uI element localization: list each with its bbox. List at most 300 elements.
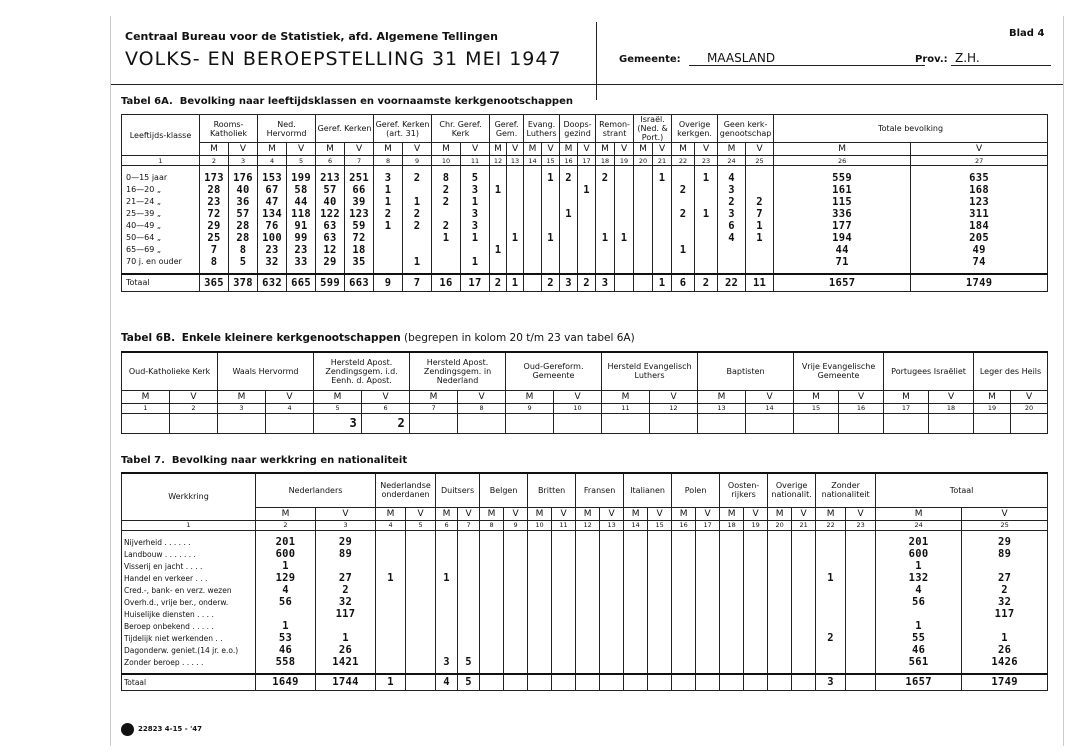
tabel6a-cell: 7 bbox=[200, 244, 229, 256]
column-number: 17 bbox=[578, 156, 596, 166]
tabel6b-group-row bbox=[122, 352, 1048, 390]
tabel6a-cell: 5 bbox=[229, 256, 258, 268]
tabel7-total-cell bbox=[504, 674, 528, 690]
column-number: 1 bbox=[122, 156, 200, 166]
tabel6a-cell bbox=[432, 256, 461, 268]
tabel6a-cell: 2 bbox=[596, 172, 615, 184]
tabel7-cell bbox=[504, 632, 528, 644]
column-number: 13 bbox=[507, 156, 524, 166]
tabel7-cell bbox=[720, 572, 744, 584]
tabel7-cell bbox=[768, 644, 792, 656]
tabel7-cell bbox=[552, 596, 576, 608]
tabel6a-cell bbox=[634, 196, 653, 208]
tabel6b-group-header: Oud-Gereform. Gemeente bbox=[506, 352, 602, 390]
tabel6a-total-cell: 11 bbox=[746, 274, 774, 292]
tabel7-cell: 1 bbox=[816, 572, 846, 584]
tabel6a-cell bbox=[490, 256, 507, 268]
sex-v-header: V bbox=[600, 507, 624, 520]
tabel6a-cell: 7 bbox=[746, 208, 774, 220]
tabel6a-cell: 58 bbox=[287, 184, 316, 196]
tabel6a-group-header: Chr. Geref. Kerk bbox=[432, 115, 490, 143]
tabel6a-total-cell: 632 bbox=[258, 274, 287, 292]
tabel7-cell bbox=[256, 608, 316, 620]
tabel7-cell bbox=[792, 560, 816, 572]
tabel6a-total-cell: 7 bbox=[403, 274, 432, 292]
tabel6a-cell: 1 bbox=[578, 184, 596, 196]
tabel7-total-cell bbox=[792, 674, 816, 690]
column-number: 25 bbox=[746, 156, 774, 166]
tabel6a-cell bbox=[615, 196, 634, 208]
tabel7-cell bbox=[792, 644, 816, 656]
sex-v-header: V bbox=[653, 143, 672, 156]
tabel7-cell: 201 bbox=[256, 536, 316, 548]
tabel6a-cell bbox=[578, 220, 596, 232]
column-number: 7 bbox=[410, 403, 458, 413]
tabel6a-cell: 336 bbox=[774, 208, 911, 220]
tabel7-group-header: Totaal bbox=[876, 473, 1048, 507]
tabel7-cell bbox=[744, 536, 768, 548]
werkkring-label: Zonder beroep . . . . . bbox=[122, 656, 256, 668]
werkkring-label: Dagonderw. geniet.(14 jr. e.o.) bbox=[122, 644, 256, 656]
tabel7-group-header: Nederlanders bbox=[256, 473, 376, 507]
column-number: 16 bbox=[560, 156, 578, 166]
tabel7-cell bbox=[768, 620, 792, 632]
sex-v-header: V bbox=[345, 143, 374, 156]
sex-m-header: M bbox=[316, 143, 345, 156]
age-class-label: 0—15 jaar bbox=[122, 172, 200, 184]
tabel7-cell bbox=[376, 548, 406, 560]
tabel7-cell bbox=[436, 620, 458, 632]
tabel7-cell bbox=[792, 536, 816, 548]
column-number: 14 bbox=[624, 520, 648, 530]
tabel6a-total-cell: 3 bbox=[596, 274, 615, 292]
tabel6a-cell bbox=[542, 196, 560, 208]
column-number: 5 bbox=[406, 520, 436, 530]
tabel7-data-row bbox=[122, 596, 1048, 608]
sex-v-header: V bbox=[648, 507, 672, 520]
column-number: 7 bbox=[345, 156, 374, 166]
column-number: 23 bbox=[695, 156, 718, 166]
tabel6a-cell bbox=[653, 184, 672, 196]
tabel6a-cell: 63 bbox=[316, 220, 345, 232]
tabel7-cell: 558 bbox=[256, 656, 316, 668]
tabel6a-cell bbox=[672, 172, 695, 184]
tabel6a-cell: 199 bbox=[287, 172, 316, 184]
tabel6a-cell bbox=[542, 244, 560, 256]
tabel6a-cell: 59 bbox=[345, 220, 374, 232]
tabel7-cell bbox=[528, 548, 552, 560]
tabel7-data-row bbox=[122, 548, 1048, 560]
tabel7-cell: 46 bbox=[876, 644, 962, 656]
tabel7-cell bbox=[376, 596, 406, 608]
tabel7-cell bbox=[376, 608, 406, 620]
tabel7-cell bbox=[576, 560, 600, 572]
tabel6a-cell: 177 bbox=[774, 220, 911, 232]
tabel6b-group-header: Oud-Katholieke Kerk bbox=[122, 352, 218, 390]
tabel6a-group-header: Geref. Kerken bbox=[316, 115, 374, 143]
tabel7-cell: 1 bbox=[962, 632, 1048, 644]
tabel7-total-cell: 1 bbox=[376, 674, 406, 690]
tabel6a-column-number-row bbox=[122, 156, 1048, 166]
tabel6a-cell bbox=[578, 172, 596, 184]
tabel6b-cell bbox=[698, 413, 746, 433]
tabel6a-cell: 8 bbox=[229, 244, 258, 256]
tabel6a-cell: 44 bbox=[287, 196, 316, 208]
tabel6a-title bbox=[121, 96, 573, 107]
tabel6a-cell bbox=[746, 244, 774, 256]
tabel7-cell bbox=[552, 584, 576, 596]
sex-v-header: V bbox=[504, 507, 528, 520]
tabel7-cell bbox=[376, 632, 406, 644]
tabel7-total-cell bbox=[744, 674, 768, 690]
tabel6a-data-row bbox=[122, 244, 1048, 256]
tabel6a-cell bbox=[672, 196, 695, 208]
tabel6a-total-cell: 3 bbox=[560, 274, 578, 292]
tabel6a-group-header: Doops-gezind bbox=[560, 115, 596, 143]
tabel7-total-cell bbox=[846, 674, 876, 690]
tabel6a-cell: 49 bbox=[911, 244, 1048, 256]
tabel7-cell: 46 bbox=[256, 644, 316, 656]
tabel7-cell bbox=[624, 560, 648, 572]
column-number: 6 bbox=[436, 520, 458, 530]
tabel6a-total-cell: 16 bbox=[432, 274, 461, 292]
tabel7-cell bbox=[696, 632, 720, 644]
sex-m-header: M bbox=[436, 507, 458, 520]
tabel7-cell bbox=[792, 620, 816, 632]
tabel7-cell bbox=[406, 620, 436, 632]
column-number: 19 bbox=[974, 403, 1011, 413]
tabel7-cell bbox=[672, 584, 696, 596]
tabel6b-cell bbox=[170, 413, 218, 433]
tabel6a-cell: 173 bbox=[200, 172, 229, 184]
tabel7-cell bbox=[436, 608, 458, 620]
tabel7-cell bbox=[406, 656, 436, 668]
tabel6a-cell: 47 bbox=[258, 196, 287, 208]
tabel6a-cell: 18 bbox=[345, 244, 374, 256]
column-number: 12 bbox=[650, 403, 698, 413]
column-number: 8 bbox=[374, 156, 403, 166]
tabel7-cell bbox=[458, 584, 480, 596]
column-number: 17 bbox=[696, 520, 720, 530]
tabel6a-cell: 1 bbox=[672, 244, 695, 256]
tabel6a-cell: 72 bbox=[200, 208, 229, 220]
tabel6b-cell bbox=[122, 413, 170, 433]
tabel7-cell bbox=[528, 596, 552, 608]
column-number: 26 bbox=[774, 156, 911, 166]
tabel6a-cell: 205 bbox=[911, 232, 1048, 244]
tabel7-cell bbox=[648, 620, 672, 632]
tabel7-cell: 1 bbox=[876, 620, 962, 632]
tabel6a-cell bbox=[653, 244, 672, 256]
tabel7-total-cell bbox=[672, 674, 696, 690]
tabel7-cell bbox=[816, 560, 846, 572]
tabel6b-cell bbox=[650, 413, 698, 433]
tabel7-cell bbox=[480, 572, 504, 584]
tabel7-cell bbox=[768, 548, 792, 560]
tabel7-cell bbox=[552, 536, 576, 548]
tabel6a-cell bbox=[578, 244, 596, 256]
sex-m-header: M bbox=[410, 390, 458, 403]
tabel6a-cell: 122 bbox=[316, 208, 345, 220]
tabel7-cell bbox=[458, 632, 480, 644]
tabel7-cell bbox=[744, 596, 768, 608]
tabel7-cell bbox=[846, 584, 876, 596]
column-number: 9 bbox=[506, 403, 554, 413]
tabel7-cell bbox=[600, 584, 624, 596]
tabel6a-group-header: Overige kerkgen. bbox=[672, 115, 718, 143]
sex-v-header: V bbox=[695, 143, 718, 156]
header-rule bbox=[111, 84, 1063, 85]
tabel6a-total-cell: 665 bbox=[287, 274, 316, 292]
tabel6a-cell bbox=[461, 244, 490, 256]
tabel6a-cell bbox=[596, 220, 615, 232]
tabel6a-cell bbox=[615, 244, 634, 256]
tabel6a-cell bbox=[578, 232, 596, 244]
tabel6a-cell: 63 bbox=[316, 232, 345, 244]
tabel7-cell bbox=[504, 596, 528, 608]
tabel6a-cell: 3 bbox=[718, 184, 746, 196]
tabel6a-cell bbox=[634, 256, 653, 268]
tabel7-cell: 53 bbox=[256, 632, 316, 644]
tabel7-cell bbox=[504, 620, 528, 632]
tabel6a-group-header: Geref. Gem. bbox=[490, 115, 524, 143]
tabel6a-cell bbox=[374, 244, 403, 256]
tabel7-cell bbox=[672, 620, 696, 632]
tabel6a-cell bbox=[634, 208, 653, 220]
tabel6a-cell: 115 bbox=[774, 196, 911, 208]
tabel6a-cell: 2 bbox=[432, 184, 461, 196]
tabel6a-cell: 176 bbox=[229, 172, 258, 184]
column-number: 10 bbox=[432, 156, 461, 166]
sex-m-header: M bbox=[884, 390, 929, 403]
tabel6a-cell bbox=[596, 196, 615, 208]
tabel7-cell bbox=[552, 548, 576, 560]
tabel7-total-cell: 1749 bbox=[962, 674, 1048, 690]
column-number: 3 bbox=[316, 520, 376, 530]
column-number: 27 bbox=[911, 156, 1048, 166]
sex-m-header: M bbox=[624, 507, 648, 520]
tabel6a-cell bbox=[524, 172, 542, 184]
tabel7-cell bbox=[480, 656, 504, 668]
tabel7-group-header: Duitsers bbox=[436, 473, 480, 507]
tabel6a-total-cell: 2 bbox=[542, 274, 560, 292]
tabel7-cell bbox=[576, 608, 600, 620]
tabel6a-cell: 2 bbox=[718, 196, 746, 208]
tabel6a-cell bbox=[578, 196, 596, 208]
tabel7-cell bbox=[672, 548, 696, 560]
tabel6a-cell bbox=[560, 256, 578, 268]
total-label: Totaal bbox=[122, 674, 256, 690]
sex-v-header: V bbox=[552, 507, 576, 520]
tabel7-cell bbox=[406, 572, 436, 584]
tabel7-cell bbox=[406, 644, 436, 656]
tabel6a-cell bbox=[653, 220, 672, 232]
tabel6b-group-header: Portugees Israëliet bbox=[884, 352, 974, 390]
tabel7-cell: 117 bbox=[316, 608, 376, 620]
tabel6b-group-header: Waals Hervormd bbox=[218, 352, 314, 390]
tabel6a-data-row bbox=[122, 172, 1048, 184]
tabel6a-cell: 4 bbox=[718, 172, 746, 184]
tabel6a-cell bbox=[560, 196, 578, 208]
tabel7-cell bbox=[846, 644, 876, 656]
column-number: 14 bbox=[746, 403, 794, 413]
tabel6a-cell bbox=[596, 208, 615, 220]
blad-number: Blad 4 bbox=[1009, 28, 1045, 39]
tabel6a-cell: 8 bbox=[432, 172, 461, 184]
tabel6a-cell bbox=[542, 256, 560, 268]
column-number: 11 bbox=[552, 520, 576, 530]
werkkring-label: Overh.d., vrije ber., onderw. bbox=[122, 596, 256, 608]
age-class-label: 25—39 „ bbox=[122, 208, 200, 220]
sex-m-header: M bbox=[576, 507, 600, 520]
tabel7-cell bbox=[816, 584, 846, 596]
sex-v-header: V bbox=[792, 507, 816, 520]
tabel7-cell: 1 bbox=[876, 560, 962, 572]
tabel7-cell bbox=[480, 608, 504, 620]
tabel7-cell bbox=[792, 632, 816, 644]
tabel6a-cell: 29 bbox=[200, 220, 229, 232]
tabel6a-cell bbox=[578, 208, 596, 220]
tabel6a-cell bbox=[507, 172, 524, 184]
tabel6a-cell bbox=[695, 256, 718, 268]
tabel7-cell bbox=[480, 548, 504, 560]
tabel7-cell bbox=[624, 632, 648, 644]
tabel6a-cell: 3 bbox=[461, 184, 490, 196]
tabel7-cell bbox=[504, 644, 528, 656]
tabel6a-data-row bbox=[122, 184, 1048, 196]
tabel6a-cell bbox=[524, 256, 542, 268]
sex-v-header: V bbox=[362, 390, 410, 403]
tabel6a-cell bbox=[403, 184, 432, 196]
tabel7-cell bbox=[458, 620, 480, 632]
tabel7-row-header: Werkkring bbox=[122, 473, 256, 520]
sex-v-header: V bbox=[744, 507, 768, 520]
column-number: 23 bbox=[846, 520, 876, 530]
tabel7-cell bbox=[624, 596, 648, 608]
tabel6a-title-text: Bevolking naar leeftijdsklassen en voornaamste kerkgenootschappen bbox=[179, 96, 573, 107]
sex-v-header: V bbox=[578, 143, 596, 156]
tabel7-cell bbox=[792, 584, 816, 596]
tabel6a-cell: 57 bbox=[316, 184, 345, 196]
tabel7-group-header: Polen bbox=[672, 473, 720, 507]
tabel6a-cell bbox=[634, 172, 653, 184]
tabel7-cell bbox=[458, 560, 480, 572]
column-number: 20 bbox=[768, 520, 792, 530]
sex-m-header: M bbox=[432, 143, 461, 156]
tabel7-cell bbox=[600, 632, 624, 644]
column-number: 4 bbox=[258, 156, 287, 166]
tabel7-cell bbox=[672, 632, 696, 644]
tabel7-cell bbox=[458, 644, 480, 656]
tabel7-cell bbox=[696, 548, 720, 560]
tabel7-cell bbox=[406, 608, 436, 620]
tabel7-cell: 26 bbox=[962, 644, 1048, 656]
tabel7-cell bbox=[376, 536, 406, 548]
tabel6a-cell bbox=[507, 244, 524, 256]
sex-v-header: V bbox=[911, 143, 1048, 156]
tabel7-cell bbox=[696, 644, 720, 656]
tabel6b-cell bbox=[602, 413, 650, 433]
tabel7-cell bbox=[504, 572, 528, 584]
tabel7-total-cell bbox=[720, 674, 744, 690]
tabel7-cell bbox=[672, 560, 696, 572]
tabel7-cell bbox=[768, 656, 792, 668]
tabel7-cell bbox=[744, 632, 768, 644]
column-number: 2 bbox=[200, 156, 229, 166]
tabel6a-cell bbox=[695, 220, 718, 232]
tabel7-cell bbox=[816, 536, 846, 548]
tabel7-cell bbox=[648, 644, 672, 656]
column-number: 8 bbox=[480, 520, 504, 530]
tabel6a-total-cell: 22 bbox=[718, 274, 746, 292]
tabel7-cell bbox=[768, 572, 792, 584]
tabel6b-cell bbox=[266, 413, 314, 433]
tabel6a-cell bbox=[695, 244, 718, 256]
sex-v-header: V bbox=[287, 143, 316, 156]
tabel7-cell bbox=[768, 584, 792, 596]
tabel6a-cell: 1 bbox=[403, 196, 432, 208]
column-number: 2 bbox=[256, 520, 316, 530]
tabel6a-cell: 1 bbox=[507, 232, 524, 244]
tabel6a-cell bbox=[490, 208, 507, 220]
column-number: 18 bbox=[720, 520, 744, 530]
tabel7-cell bbox=[768, 536, 792, 548]
tabel7-data-row bbox=[122, 584, 1048, 596]
tabel7-cell: 56 bbox=[256, 596, 316, 608]
tabel6a-total-cell: 2 bbox=[490, 274, 507, 292]
tabel7-cell bbox=[458, 596, 480, 608]
tabel6b-title bbox=[121, 332, 635, 344]
tabel6a-cell: 35 bbox=[345, 256, 374, 268]
tabel6a-cell: 1 bbox=[490, 184, 507, 196]
tabel6a-cell bbox=[560, 220, 578, 232]
tabel7-cell bbox=[720, 644, 744, 656]
tabel7-cell bbox=[406, 548, 436, 560]
column-number: 21 bbox=[653, 156, 672, 166]
tabel7-cell bbox=[846, 572, 876, 584]
tabel6a-cell: 3 bbox=[461, 208, 490, 220]
tabel7-data-row bbox=[122, 572, 1048, 584]
tabel6a-cell: 635 bbox=[911, 172, 1048, 184]
tabel7-cell bbox=[846, 548, 876, 560]
werkkring-label: Huiselijke diensten . . . . bbox=[122, 608, 256, 620]
age-class-label: 40—49 „ bbox=[122, 220, 200, 232]
tabel7-total-cell bbox=[406, 674, 436, 690]
tabel7-cell bbox=[504, 548, 528, 560]
tabel6a-total-cell: 663 bbox=[345, 274, 374, 292]
tabel6a-cell bbox=[507, 184, 524, 196]
column-number: 20 bbox=[1011, 403, 1048, 413]
tabel7-cell bbox=[720, 548, 744, 560]
tabel7-cell bbox=[406, 560, 436, 572]
tabel6a-data-row bbox=[122, 220, 1048, 232]
tabel6a-total-cell: 17 bbox=[461, 274, 490, 292]
column-number: 4 bbox=[376, 520, 406, 530]
tabel6a-cell: 1 bbox=[403, 256, 432, 268]
column-number: 7 bbox=[458, 520, 480, 530]
total-label: Totaal bbox=[122, 274, 200, 292]
column-number: 4 bbox=[266, 403, 314, 413]
tabel7-cell bbox=[552, 572, 576, 584]
tabel7-cell bbox=[406, 536, 436, 548]
tabel7-group-header: Fransen bbox=[576, 473, 624, 507]
sex-m-header: M bbox=[560, 143, 578, 156]
tabel6a-cell: 213 bbox=[316, 172, 345, 184]
tabel6a-cell: 123 bbox=[345, 208, 374, 220]
sex-v-header: V bbox=[746, 143, 774, 156]
header-divider bbox=[596, 22, 597, 100]
column-number: 18 bbox=[596, 156, 615, 166]
